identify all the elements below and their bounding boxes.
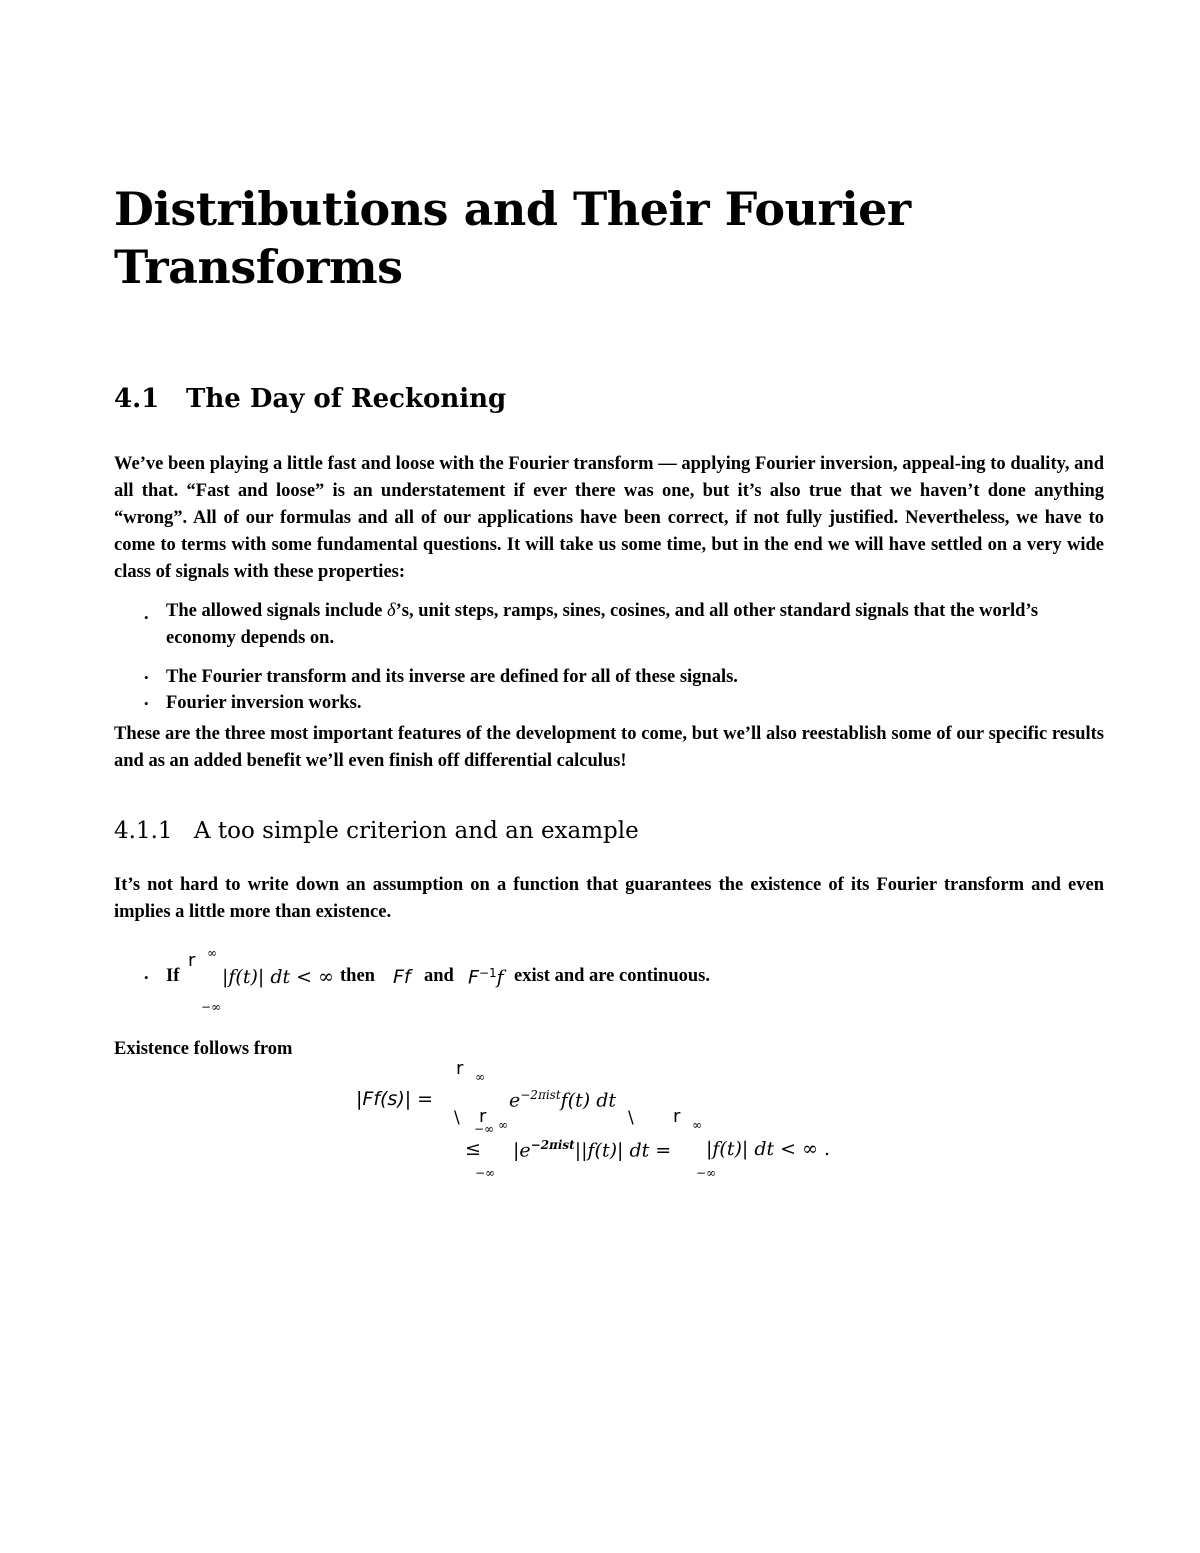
section-number: 4.1 [114,384,160,414]
bullet-icon: • [144,670,149,685]
existence-paragraph: Existence follows from [114,1039,293,1059]
property-text-2: The Fourier transform and its inverse are defined for all of these signals. [166,667,738,687]
row2-integrand: $|e^{-2\pi ist}||f(t)|$ dt = [513,1138,672,1162]
intro-paragraph: We’ve been playing a little fast and loose with the Fourier transform — applying Fourier inversion, appeal-ing to duality, and all that. “Fast and loose” is an understatement if ever there was one, but it’s also true that we haven’t done anything “wrong”. All of our formulas and all of our applications have been correct, if not fully justified. Nevertheless, we have to come to terms with some fundamental questions. It will take us some time, but in the end we will have settled on a very wide class of signals with these properties: [114,454,1104,582]
integral-lower-limit: −∞ [201,1000,222,1014]
property-text-1: The allowed signals include δ’s, unit steps, ramps, sines, cosines, and all other standard signals that the world’s economy depends on. [166,601,1039,648]
summary-paragraph: These are the three most important features of the development to come, but we’ll also reestablish some of our specific results and as an added benefit we’ll even finish off differential calculus! [114,724,1104,771]
integral-upper-limit: ∞ [207,946,217,960]
integral-upper-limit: ∞ [475,1070,485,1084]
property-text-3: Fourier inversion works. [166,693,362,713]
abs-bar-left: \ [454,1108,460,1128]
row1-exponential: $e^{-2\pi ist}f(t)$ dt [509,1088,616,1112]
integral-sign: r [673,1106,681,1127]
subsection-heading [114,815,639,847]
property-item-3 [114,690,1104,717]
criterion-then: then [340,966,375,986]
inverse-transform-symbol: $F^{-1}f$ [468,966,504,989]
equation-lhs: |Ff(s)| = [356,1088,434,1110]
criterion-if: If [166,966,180,986]
bullet-icon: • [144,970,149,985]
integral-lower-limit: −∞ [475,1166,496,1180]
integral-sign: r [188,950,196,971]
fourier-transform-symbol: Ff [393,966,411,988]
criterion-and: and [424,966,454,986]
integral-lower-limit: −∞ [474,1122,495,1136]
integral-sign: r [456,1058,464,1079]
subsection-title: A too simple criterion and an example [194,818,639,844]
assumption-paragraph: It’s not hard to write down an assumption on a function that guarantees the existence of its Fourier transform and even implies a little more than existence. [114,875,1104,922]
integral-sign: r [479,1106,487,1127]
integral-lower-limit: −∞ [696,1166,717,1180]
section-title: The Day of Reckoning [186,384,507,414]
bullet-icon: • [144,696,149,711]
property-item-1 [114,598,1104,652]
delta-symbol: δ [387,601,396,621]
leq-sign: ≤ [465,1138,481,1160]
bullet-icon: • [144,610,149,625]
integral-upper-limit: ∞ [498,1118,508,1132]
abs-bar-right: \ [628,1108,634,1128]
subsection-number: 4.1.1 [114,818,173,844]
section-heading [114,381,506,417]
row3-integrand: |f(t)| dt < ∞ . [706,1138,831,1160]
integral-upper-limit: ∞ [692,1118,702,1132]
chapter-title: Distributions and Their Fourier Transforms [114,182,911,294]
criterion-integrand: |f(t)| dt < ∞ [222,966,334,988]
criterion-tail: exist and are continuous. [514,966,710,986]
property-item-2 [114,664,1104,691]
